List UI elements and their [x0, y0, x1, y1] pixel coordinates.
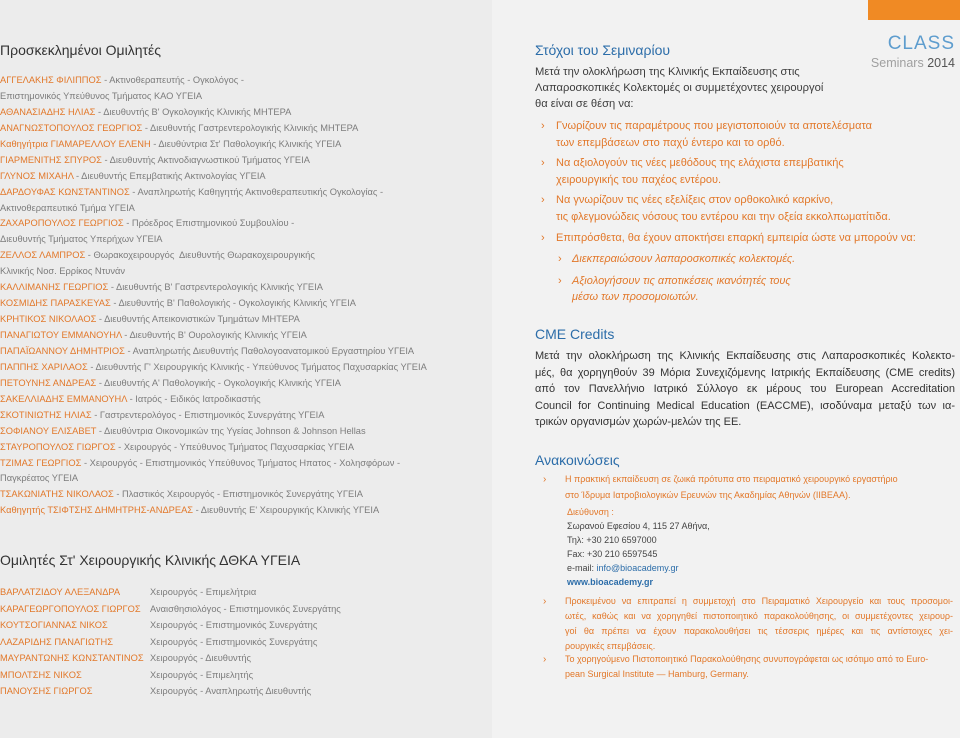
goals-sub-list [558, 251, 948, 311]
bullet-icon [543, 594, 546, 609]
team-member [0, 650, 341, 667]
team-member-name: ΜΠΟΛΤΣΗΣ ΝΙΚΟΣ [0, 669, 82, 680]
email-link[interactable]: info@bioacademy.gr [596, 563, 679, 573]
team-member [0, 617, 341, 634]
team-member-name: ΜΑΥΡΑΝΤΩΝΗΣ ΚΩΝΣΤΑΝΤΙΝΟΣ [0, 653, 144, 663]
speaker-name: ΣΤΑΥΡΟΠΟΥΛΟΣ ΓΙΩΡΓΟΣ [0, 441, 116, 452]
speaker-line [0, 105, 427, 121]
speaker-entry [0, 487, 427, 503]
team-member-role: Αναισθησιολόγος - Επιστημονικός Συνεργάτης [150, 603, 341, 614]
speaker-role-continued: Ακτινοθεραπευτικό Τμήμα ΥΓΕΙΑ [0, 202, 135, 213]
team-member-name: ΚΟΥΤΣΟΓΙΑΝΝΑΣ ΝΙΚΟΣ [0, 620, 108, 630]
bullet-icon [541, 192, 545, 209]
address-line: Τηλ: +30 210 6597000 [567, 535, 657, 545]
speaker-role-continued: Παγκρέατος ΥΓΕΙΑ [0, 473, 79, 484]
team-member-name: ΛΑΖΑΡΙΔΗΣ ΠΑΝΑΓΙΩΤΗΣ [0, 636, 113, 647]
speaker-role: - Διευθυντής Β' Ογκολογικής Κλινικής ΜΗΤΕΡΑ [98, 106, 292, 117]
speaker-role: - Ιατρός - Ειδικός Ιατροδικαστής [129, 393, 261, 404]
speaker-line [0, 73, 427, 89]
speaker-entry [0, 376, 427, 392]
bullet-icon [541, 155, 545, 172]
announcement-line: Προκειμένου να επιτραπεί η συμμετοχή στο Πειραματικό Χειρουργείο και τους προσομοι- [565, 596, 953, 606]
bullet-text-line: μέσω των προσομοιωτών. [572, 291, 699, 303]
speaker-line [0, 424, 427, 440]
speaker-name: ΠΕΤΟΥΝΗΣ ΑΝΔΡΕΑΣ [0, 377, 97, 388]
invited-speakers-list [0, 73, 427, 519]
speaker-role: - Διευθυντής Β' Γαστρεντερολογικής Κλινικής ΥΓΕΙΑ [110, 282, 323, 293]
speaker-name: ΠΑΠΠΗΣ ΧΑΡΙΛΑΟΣ [0, 361, 88, 372]
speaker-line [0, 280, 427, 296]
speaker-entry [0, 248, 427, 280]
email-line [567, 561, 710, 575]
speaker-role: - Γαστρεντερολόγος - Επιστημονικός Συνεργάτης ΥΓΕΙΑ [94, 409, 325, 420]
speaker-name: Καθηγήτρια ΓΙΑΜΑΡΕΛΛΟΥ ΕΛΕΝΗ [0, 138, 151, 149]
speaker-role: - Πρόεδρος Επιστημονικού Συμβουλίου - [126, 218, 295, 229]
bullet-text-line: χειρουργικής του παχέος εντέρου. [556, 173, 722, 186]
goal-item [541, 230, 951, 247]
speaker-role: - Ακτινοθεραπευτής - Ογκολόγος - [104, 75, 244, 85]
speaker-name: ΓΙΑΡΜΕΝΙΤΗΣ ΣΠΥΡΟΣ [0, 154, 102, 165]
logo-year: 2014 [927, 56, 955, 70]
speaker-line [0, 328, 427, 344]
speaker-entry [0, 312, 427, 328]
email-label: e-mail: [567, 563, 595, 573]
speaker-entry [0, 121, 427, 137]
speaker-name: ΓΛΥΝΟΣ ΜΙΧΑΗΛ [0, 170, 74, 181]
announcement-line: ωτές, καθώς και να χορηγηθεί πιστοποιητικό παρακολούθησης, οι συμμετέχοντες χειρουρ- [565, 611, 953, 621]
invited-speakers-heading: Προσκεκλημένοι Ομιλητές [0, 42, 161, 58]
goal-sub-item [558, 273, 948, 305]
team-member-role: Χειρουργός - Επιμελήτρια [150, 587, 257, 597]
team-member-role: Χειρουργός - Επιστημονικός Συνεργάτης [150, 620, 318, 630]
speaker-role: - Διευθυντής Β' Παθολογικής - Ογκολογικής Κλινικής ΥΓΕΙΑ [113, 298, 356, 309]
speaker-line [0, 185, 427, 201]
intro-line: Λαπαροσκοπικές Κολεκτομές οι συμμετέχοντες χειρουργοί [535, 82, 824, 94]
team-member-role: Χειρουργός - Επιμελητής [150, 669, 254, 680]
speaker-name: ΣΚΟΤΙΝΙΩΤΗΣ ΗΛΙΑΣ [0, 409, 92, 420]
bullet-icon [558, 273, 562, 289]
speaker-line [0, 153, 427, 169]
speaker-entry [0, 105, 427, 121]
speaker-line [0, 376, 427, 392]
website-link[interactable]: www.bioacademy.gr [567, 577, 654, 587]
speaker-entry [0, 185, 427, 217]
speaker-role: - Αναπληρωτής Διευθυντής Παθολογοανατομικού Εργαστηρίου ΥΓΕΙΑ [127, 345, 415, 356]
speaker-entry [0, 216, 427, 248]
bullet-icon [543, 472, 546, 488]
speaker-entry [0, 360, 427, 376]
speaker-entry [0, 153, 427, 169]
speaker-line [0, 344, 427, 360]
speaker-entry [0, 73, 427, 105]
cme-heading: CME Credits [535, 326, 615, 342]
speaker-line [0, 392, 427, 408]
bullet-text-line: Διεκπεραιώσουν λαπαροσκοπικές κολεκτομές. [572, 253, 796, 265]
announcement-item [543, 472, 953, 503]
goal-sub-item [558, 251, 948, 267]
speaker-role: - Διευθυντής Α' Παθολογικής - Ογκολογικής Κλινικής ΥΓΕΙΑ [98, 377, 341, 388]
speaker-role: - Χειρουργός - Υπεύθυνος Τμήματος Παχυσαρκίας ΥΓΕΙΑ [118, 441, 355, 452]
speaker-name: ΚΟΣΜΙΔΗΣ ΠΑΡΑΣΚΕΥΑΣ [0, 298, 111, 309]
speaker-role: - Θωρακοχειρουργός Διευθυντής Θωρακοχειρουργικής [87, 250, 315, 261]
speaker-line [0, 360, 427, 376]
speaker-name: ΚΡΗΤΙΚΟΣ ΝΙΚΟΛΑΟΣ [0, 314, 97, 325]
speaker-role: - Διευθυντής Β' Ουρολογικής Κλινικής ΥΓΕΙΑ [124, 330, 307, 340]
goals-intro [535, 64, 823, 112]
speaker-role: - Διευθυντής Ε' Χειρουργικής Κλινικής ΥΓΕΙΑ [195, 505, 380, 516]
bullet-text-line: τις φλεγμονώδεις νόσους του εντέρου και την οξεία εκκολπωματίτιδα. [556, 210, 891, 223]
logo-wordmark: CLASS [887, 33, 955, 54]
bullet-text-line: Αξιολογήσουν τις αποτικέσεις ικανότητές τους [572, 275, 791, 287]
team-member [0, 601, 341, 618]
team-member-name: ΚΑΡΑΓΕΩΡΓΟΠΟΥΛΟΣ ΓΙΩΡΓΟΣ [0, 603, 141, 614]
speaker-name: ΠΑΝΑΓΙΩΤΟΥ ΕΜΜΑΝΟΥΗΛ [0, 330, 122, 340]
speaker-line [0, 456, 427, 472]
team-member-role: Χειρουργός - Διευθυντής [150, 653, 252, 663]
speaker-name: Καθηγητής ΤΣΙΦΤΣΗΣ ΔΗΜΗΤΡΗΣ-ΑΝΔΡΕΑΣ [0, 505, 194, 516]
speaker-name: ΣΑΚΕΛΛΙΑΔΗΣ ΕΜΜΑΝΟΥΗΛ [0, 393, 127, 404]
cme-line: από τον Πανελλήνιο Ιατρικό Σύλλογο εκ μέρους του European Accreditation [535, 383, 955, 395]
goals-list [541, 118, 951, 250]
goal-item [541, 155, 951, 188]
announcement-line: Η πρακτική εκπαίδευση σε ζωικά πρότυπα στο πειραματικό χειρουργικό εργαστήριο [565, 474, 898, 484]
speaker-line [0, 296, 427, 312]
speaker-line [0, 312, 427, 328]
speaker-line [0, 169, 427, 185]
bullet-icon [541, 230, 545, 247]
address-label: Διεύθυνση : [567, 507, 614, 517]
speaker-role: - Πλαστικός Χειρουργός - Επιστημονικός Συνεργάτης ΥΓΕΙΑ [116, 489, 363, 500]
intro-line: θα είναι σε θέση να: [535, 98, 634, 110]
speaker-entry [0, 503, 427, 519]
team-member-role: Χειρουργός - Αναπληρωτής Διευθυντής [150, 686, 312, 696]
team-member [0, 683, 341, 700]
announcement-line: γοί θα πρέπει να έχουν παρακολουθήσει τις τέσσερις ημέρες και τις αντίστοιχες χει- [565, 626, 953, 636]
speaker-role-continued: Διευθυντής Τμήματος Υπερήχων ΥΓΕΙΑ [0, 234, 163, 245]
speaker-name: ΑΘΑΝΑΣΙΑΔΗΣ ΗΛΙΑΣ [0, 106, 96, 117]
speaker-line [0, 440, 427, 456]
speaker-entry [0, 456, 427, 488]
cme-line: Council for Continuing Medical Education (EACCME), ισοδύναμα μεταξύ των ια- [535, 399, 955, 412]
speaker-role: - Διευθύντρια Στ' Παθολογικής Κλινικής ΥΓΕΙΑ [153, 138, 342, 149]
speaker-entry [0, 408, 427, 424]
team-member [0, 667, 341, 684]
bullet-text-line: Γνωρίζουν τις παραμέτρους που μεγιστοποιούν τα αποτελέσματα [556, 120, 873, 132]
speaker-entry [0, 137, 427, 153]
announcement-line: στο Ίδρυμα Ιατροβιολογικών Ερευνών της Ακαδημίας Αθηνών (ΙΙΒΕΑΑ). [565, 489, 851, 500]
speaker-entry [0, 296, 427, 312]
bullet-text-line: των επεμβάσεων στο παχύ έντερο και το ορθό. [556, 136, 785, 149]
speaker-entry [0, 344, 427, 360]
speaker-line [0, 503, 427, 519]
bullet-icon [541, 118, 545, 135]
bullet-icon [543, 652, 546, 667]
speaker-line [0, 248, 427, 264]
cme-line: τρικών οργανισμών χωρών-μελών της ΕΕ. [535, 416, 742, 428]
speaker-name: ΑΓΓΕΛΑΚΗΣ ΦΙΛΙΠΠΟΣ [0, 75, 102, 85]
speaker-name: ΠΑΠΑΪΩΑΝΝΟΥ ΔΗΜΗΤΡΙΟΣ [0, 345, 125, 356]
team-member-name: ΒΑΡΛΑΤΖΙΔΟΥ ΑΛΕΞΑΝΔΡΑ [0, 587, 121, 597]
speaker-name: ΣΟΦΙΑΝΟΥ ΕΛΙΣΑΒΕΤ [0, 425, 97, 436]
speaker-role: - Διευθυντής Γ' Χειρουργικής Κλινικής - Υπεύθυνος Τμήματος Παχυσαρκίας ΥΓΕΙΑ [90, 361, 427, 372]
speaker-entry [0, 169, 427, 185]
speaker-line [0, 408, 427, 424]
bullet-icon [558, 251, 562, 267]
speaker-role: - Διευθυντής Ακτινοδιαγνωστικού Τμήματος ΥΓΕΙΑ [104, 154, 310, 165]
speaker-role: - Χειρουργός - Επιστημονικός Υπεύθυνος Τμήματος Ηπατος - Χολησφόρων - [83, 457, 401, 468]
speaker-role-continued: Επιστημονικός Υπεύθυνος Τμήματος ΚΑΟ ΥΓΕΙΑ [0, 90, 203, 101]
class-seminars-logo [871, 33, 955, 70]
announcement-line: Το χορηγούμενο Πιστοποιητικό Παρακολούθησης συνυπογράφεται ως ισότιμο από το Euro- [565, 654, 929, 664]
logo-subtitle-text: Seminars [870, 56, 924, 70]
logo-subtitle [871, 56, 955, 70]
speaker-line [0, 487, 427, 503]
address-line: Fax: +30 210 6597545 [567, 549, 658, 559]
speaker-name: ΖΑΧΑΡΟΠΟΥΛΟΣ ΓΕΩΡΓΙΟΣ [0, 218, 124, 229]
right-panel [492, 0, 960, 738]
intro-line: Μετά την ολοκλήρωση της Κλινικής Εκπαίδευσης στις [535, 66, 800, 78]
team-member [0, 584, 341, 601]
speaker-role: - Αναπληρωτής Καθηγητής Ακτινοθεραπευτικής Ογκολογίας - [132, 186, 384, 197]
speaker-entry [0, 440, 427, 456]
speaker-entry [0, 424, 427, 440]
goal-item [541, 118, 951, 151]
cme-paragraph [535, 348, 955, 431]
speaker-role: - Διευθυντής Γαστρεντερολογικής Κλινικής ΜΗΤΕΡΑ [144, 122, 359, 133]
goals-heading: Στόχοι του Σεμιναρίου [535, 42, 671, 58]
speaker-role: - Διευθύντρια Οικονομικών της Υγείας Johnson & Johnson Hellas [98, 425, 366, 436]
speaker-line [0, 121, 427, 137]
team-member [0, 634, 341, 651]
clinic-speakers-list [0, 584, 341, 700]
announcement-item [543, 652, 953, 682]
announcement-item [543, 594, 953, 654]
speaker-name: ΖΕΛΛΟΣ ΛΑΜΠΡΟΣ [0, 250, 86, 261]
announcements-heading: Ανακοινώσεις [535, 452, 620, 468]
speaker-entry [0, 392, 427, 408]
bullet-text-line: Να αξιολογούν τις νέες μεθόδους της ελάχιστα επεμβατικής [556, 157, 844, 170]
cme-line: μές, θα χορηγηθούν 39 Μόρια Συνεχιζόμενης Ιατρικής Εκπαίδευσης (CME credits) [535, 366, 955, 379]
team-member-name: ΠΑΝΟΥΣΗΣ ΓΙΩΡΓΟΣ [0, 686, 93, 696]
address-line: Σωρανού Εφεσίου 4, 115 27 Αθήνα, [567, 521, 710, 531]
speaker-role: - Διευθυντής Απεικονιστικών Τμημάτων ΜΗΤΕΡΑ [98, 314, 300, 325]
speaker-line [0, 137, 427, 153]
speaker-entry [0, 328, 427, 344]
institute-address [567, 505, 710, 589]
cme-line: Μετά την ολοκλήρωση της Κλινικής Εκπαίδευσης στις Λαπαροσκοπικές Κολεκτο- [535, 350, 955, 362]
announcement-line: pean Surgical Institute — Hamburg, Germany. [565, 669, 749, 679]
goal-item [541, 192, 951, 225]
speaker-name: ΤΖΙΜΑΣ ΓΕΩΡΓΙΟΣ [0, 457, 82, 468]
team-member-role: Χειρουργός - Επιστημονικός Συνεργάτης [150, 636, 318, 647]
speaker-name: ΔΑΡΔΟΥΦΑΣ ΚΩΝΣΤΑΝΤΙΝΟΣ [0, 186, 130, 197]
speaker-name: ΑΝΑΓΝΩΣΤΟΠΟΥΛΟΣ ΓΕΩΡΓΙΟΣ [0, 122, 143, 133]
speaker-line [0, 216, 427, 232]
bullet-text-line: Επιπρόσθετα, θα έχουν αποκτήσει επαρκή εμπειρία ώστε να μπορούν να: [556, 231, 916, 244]
clinic-speakers-heading: Ομιλητές Στ' Χειρουργικής Κλινικής ΔΘΚΑ ΥΓΕΙΑ [0, 552, 301, 568]
speaker-role: - Διευθυντής Επεμβατικής Ακτινολογίας ΥΓΕΙΑ [76, 170, 266, 181]
speaker-entry [0, 280, 427, 296]
speaker-name: ΤΣΑΚΩΝΙΑΤΗΣ ΝΙΚΟΛΑΟΣ [0, 489, 114, 500]
announcement-line: ρουργικές επεμβάσεις. [565, 641, 656, 651]
bullet-text-line: Να γνωρίζουν τις νέες εξελίξεις στον ορθοκολικό καρκίνο, [556, 194, 834, 207]
speaker-role-continued: Κλινικής Νοσ. Ερρίκος Ντυνάν [0, 266, 126, 277]
speaker-name: ΚΑΛΛΙΜΑΝΗΣ ΓΕΩΡΓΙΟΣ [0, 282, 109, 293]
orange-accent-bar [868, 0, 960, 20]
